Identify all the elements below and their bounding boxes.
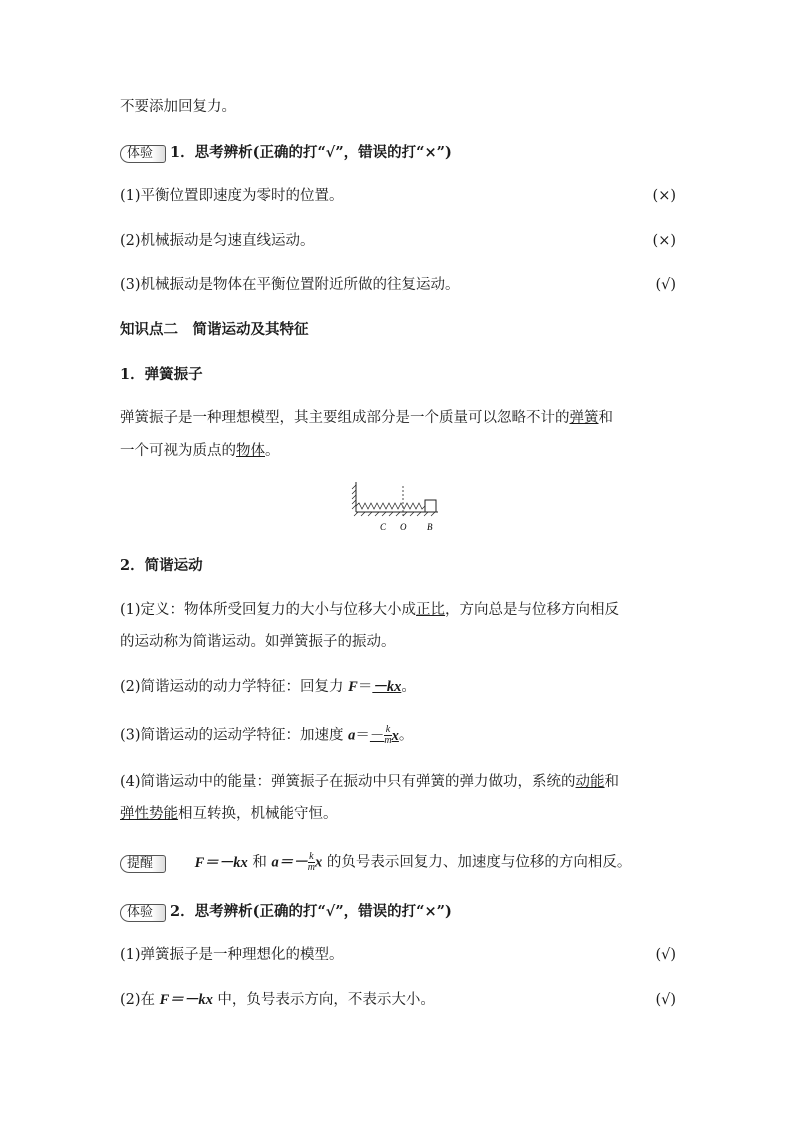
exp2-title: 2．思考辨析(正确的打“√”，错误的打“×”)	[170, 903, 452, 920]
answer-elastic: 弹性势能	[120, 806, 178, 822]
exp1-tag: 体验	[120, 145, 166, 163]
exp1-title: 1．思考辨析(正确的打“√”，错误的打“×”)	[170, 144, 452, 161]
shm-dynamics: (2)简谐运动的动力学特征：回复力 F＝－kx。	[120, 679, 416, 695]
answer-proportional: 正比	[416, 602, 446, 618]
exp2-item-2: (2)在 F＝－kx 中，负号表示方向，不表示大小。	[120, 992, 435, 1008]
shm-kinematics: (3)简谐运动的运动学特征：加速度 a＝－ $\frac{k}{m}$ x。	[120, 724, 414, 746]
spring-oscillator-figure	[350, 480, 445, 536]
label-b: B	[427, 522, 433, 532]
spring-para-1: 弹簧振子是一种理想模型，其主要组成部分是一个质量可以忽略不计的弹簧和	[120, 410, 613, 426]
exp1-title-line	[120, 143, 452, 163]
exp1-item-1: (1)平衡位置即速度为零时的位置。	[120, 188, 344, 204]
exp2-mark-2: (√)	[655, 992, 676, 1008]
exp1-item-2: (2)机械振动是匀速直线运动。	[120, 233, 315, 249]
shm-definition-1: (1)定义：物体所受回复力的大小与位移大小成正比，方向总是与位移方向相反	[120, 602, 620, 618]
spring	[356, 503, 425, 509]
exp2-title-line	[120, 902, 452, 922]
answer-acceleration: － $\frac{k}{m}$ x	[369, 724, 399, 746]
intro-line: 不要添加回复力。	[120, 99, 236, 115]
answer-minus-kx: －kx	[372, 679, 402, 695]
tip-line: 提醒 F＝－kx 和 a＝－ $\frac{k}{m}$ x 的负号表示回复力、加速度与位移的方向相反。	[120, 852, 631, 873]
shm-definition-2: 的运动称为简谐运动。如弹簧振子的振动。	[120, 634, 396, 650]
tip-tag: 提醒	[120, 855, 166, 873]
spring-para-2: 一个可视为质点的物体。	[120, 443, 280, 459]
section-title: 知识点二 简谐运动及其特征	[120, 321, 309, 338]
spring-heading: 1．弹簧振子	[120, 366, 203, 383]
exp2-mark-1: (√)	[655, 947, 676, 963]
exp1-mark-3: (√)	[655, 277, 676, 293]
exp1-item-3: (3)机械振动是物体在平衡位置附近所做的往复运动。	[120, 277, 460, 293]
exp1-mark-2: (×)	[652, 233, 676, 249]
answer-kinetic: 动能	[575, 774, 605, 790]
shm-energy-2: 弹性势能相互转换，机械能守恒。	[120, 806, 338, 822]
exp2-tag: 体验	[120, 904, 166, 922]
label-o: O	[400, 522, 407, 532]
block	[425, 500, 436, 512]
exp2-item-1: (1)弹簧振子是一种理想化的模型。	[120, 947, 344, 963]
shm-heading: 2．简谐运动	[120, 557, 203, 574]
exp1-mark-1: (×)	[652, 188, 676, 204]
answer-object: 物体	[236, 443, 265, 459]
answer-spring: 弹簧	[569, 410, 599, 426]
label-c: C	[380, 522, 387, 532]
shm-energy-1: (4)简谐运动中的能量：弹簧振子在振动中只有弹簧的弹力做功，系统的动能和	[120, 774, 620, 790]
